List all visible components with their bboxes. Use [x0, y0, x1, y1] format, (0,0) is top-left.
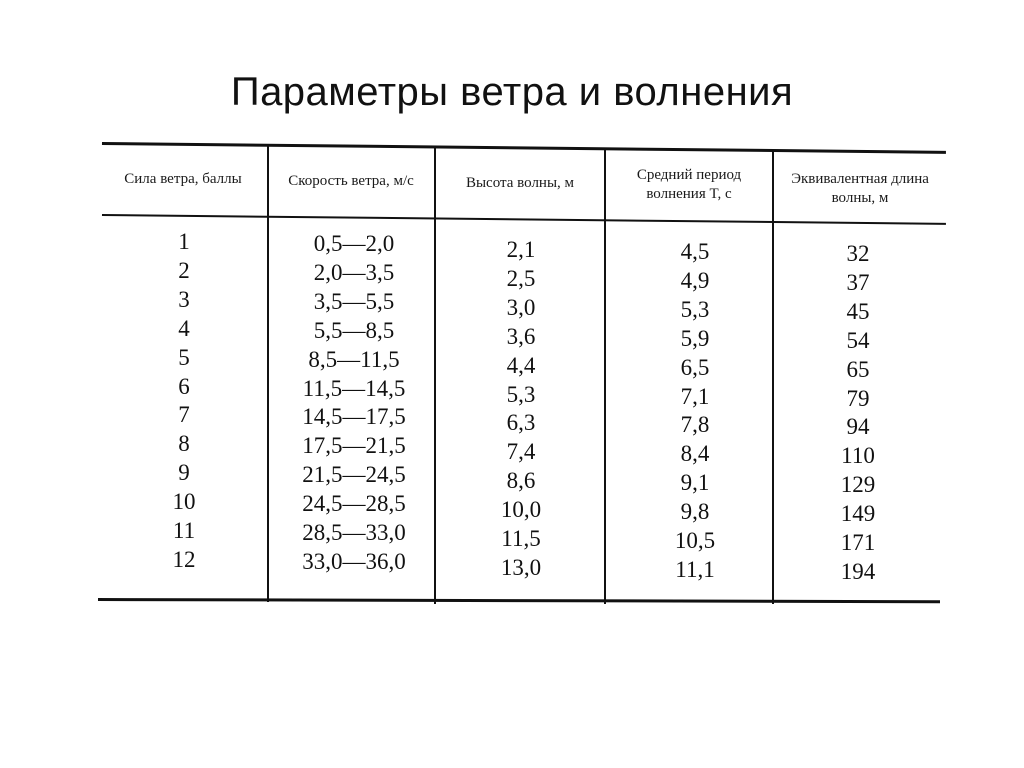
table-cell: 2 — [178, 257, 190, 283]
table-cell: 24,5—28,5 — [302, 491, 406, 517]
header-wind-speed: Скорость ветра, м/с — [288, 173, 414, 189]
slide-title: Параметры ветра и волнения — [230, 70, 794, 114]
table-cell: 9,8 — [680, 499, 710, 525]
table-cell: 4,9 — [680, 267, 710, 293]
table-cell: 8,4 — [680, 441, 710, 467]
table-cell: 2,5 — [506, 265, 536, 291]
table-cell: 54 — [846, 327, 870, 353]
table-cell: 10 — [172, 489, 196, 515]
table-cell: 11,1 — [675, 556, 715, 582]
table-cell: 4,5 — [680, 239, 710, 264]
header-wave-length: Эквивалентная длина волны, м — [791, 171, 929, 206]
table-cell: 2,0—3,5 — [313, 259, 395, 285]
table-cell: 79 — [846, 385, 870, 411]
table-cell: 45 — [846, 298, 870, 324]
table-cell: 94 — [846, 414, 870, 440]
table-cell: 5,9 — [680, 325, 710, 351]
column-wave-period — [650, 238, 740, 585]
column-wind-speed — [284, 230, 424, 577]
table-cell: 37 — [846, 269, 870, 295]
table-cell: 6,3 — [506, 410, 536, 436]
table-cell: 194 — [840, 558, 876, 584]
column-wave-length — [818, 240, 898, 587]
header-wave-period: Средний период волнения T, с — [636, 167, 742, 202]
table-cell: 6 — [178, 373, 190, 399]
column-wind-force — [144, 228, 224, 575]
table-cell: 17,5—21,5 — [302, 433, 406, 459]
table-cell: 9,1 — [680, 470, 710, 496]
table-cell: 7,4 — [506, 439, 536, 465]
table-cell: 12 — [172, 546, 196, 572]
table-cell: 11,5—14,5 — [302, 375, 406, 401]
table-cell: 5,3 — [680, 296, 710, 322]
table-cell: 33,0—36,0 — [302, 548, 406, 574]
table-cell: 3,6 — [506, 323, 536, 349]
table-cell: 10,0 — [500, 497, 542, 523]
wind-wave-table — [98, 142, 946, 604]
table-cell: 4,4 — [506, 352, 536, 378]
table-cell: 3 — [178, 286, 190, 312]
table-cell: 6,5 — [680, 354, 710, 380]
table-cell: 14,5—17,5 — [302, 404, 406, 430]
table-cell: 13,0 — [500, 554, 542, 580]
column-wave-height — [476, 236, 566, 583]
table-cell: 7,1 — [680, 383, 710, 409]
table-top-rule — [102, 142, 946, 154]
table-cell: 10,5 — [674, 528, 716, 554]
table-cell: 7,8 — [680, 412, 710, 438]
table-cell: 32 — [846, 241, 870, 266]
table-cell: 2,1 — [506, 237, 536, 262]
header-wave-height: Высота волны, м — [465, 175, 575, 191]
table-bottom-rule — [98, 598, 940, 603]
column-divider — [604, 150, 606, 604]
table-header-rule — [102, 214, 946, 225]
table-cell: 149 — [840, 501, 876, 527]
table-cell: 11 — [172, 518, 196, 544]
table-cell: 8 — [178, 431, 190, 457]
table-cell: 5 — [178, 344, 190, 370]
table-cell: 3,0 — [506, 294, 536, 320]
table-cell: 110 — [841, 443, 875, 469]
column-divider — [267, 146, 269, 602]
header-wind-force: Сила ветра, баллы — [124, 171, 242, 187]
table-cell: 11,5 — [501, 526, 541, 552]
table-cell: 9 — [178, 460, 190, 486]
table-cell: 8,6 — [506, 468, 536, 494]
table-cell: 5,3 — [506, 381, 536, 407]
table-cell: 28,5—33,0 — [302, 520, 406, 546]
table-cell: 1 — [178, 229, 190, 254]
table-cell: 129 — [840, 472, 876, 498]
table-cell: 3,5—5,5 — [313, 288, 395, 314]
table-cell: 21,5—24,5 — [302, 462, 406, 488]
table-cell: 0,5—2,0 — [313, 231, 395, 256]
table-cell: 4 — [178, 315, 190, 341]
table-cell: 171 — [840, 530, 876, 556]
column-divider — [772, 152, 774, 604]
table-cell: 5,5—8,5 — [313, 317, 395, 343]
table-cell: 8,5—11,5 — [308, 346, 400, 372]
column-divider — [434, 148, 436, 604]
table-cell: 7 — [178, 402, 190, 428]
table-cell: 65 — [846, 356, 870, 382]
